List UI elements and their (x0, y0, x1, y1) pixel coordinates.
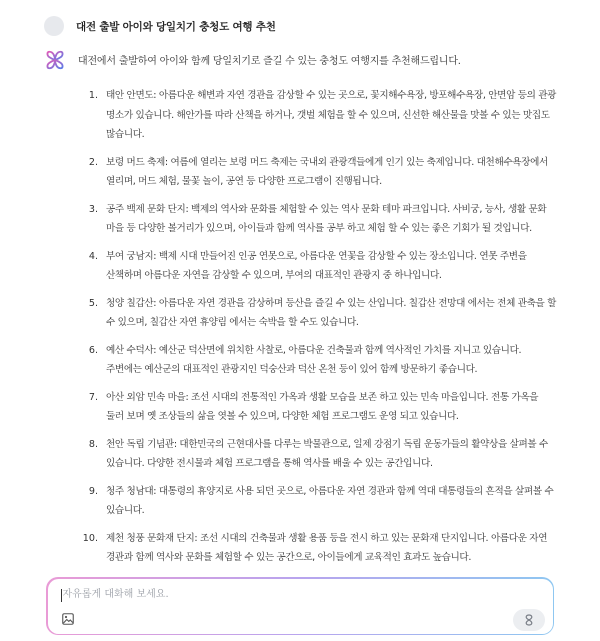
user-message: 대전 출발 아이와 당일치기 충청도 여행 추천 (76, 20, 276, 33)
list-item-number: 3. (88, 203, 98, 215)
list-item-number: 5. (88, 297, 98, 309)
list-item (80, 388, 558, 427)
chat-input[interactable] (63, 586, 483, 604)
list-item-text: 제천 청풍 문화재 단지: 조선 시대의 건축물과 생활 용품 등을 전시 하고 있는 문화재 단지입니다. 아름다운 자연 경관과 함께 역사와 문화를 체험할 수 있는 공간으로, 아이들에게 교육적인 효과도 높습니다. (106, 532, 548, 563)
recommendation-list (80, 86, 558, 568)
send-button[interactable] (513, 609, 545, 631)
list-item (80, 200, 558, 239)
chat-composer (46, 577, 554, 635)
list-item (80, 435, 558, 474)
list-item-number: 4. (88, 250, 98, 262)
assistant-intro: 대전에서 출발하여 아이와 함께 당일치기로 즐길 수 있는 충청도 여행지를 추천해드립니다. (78, 56, 461, 67)
list-item-number: 1. (88, 90, 98, 101)
chat-composer-body (48, 579, 553, 634)
list-item-number: 8. (88, 438, 98, 450)
image-icon[interactable] (62, 613, 74, 625)
list-item-text: 천안 독립 기념관: 대한민국의 근현대사를 다루는 박물관으로, 일제 강점기 독립 운동가들의 활약상을 살펴볼 수 있습니다. 다양한 전시물과 체험 프로그램을 통해 역사를 배울 수 있는 공간입니다. (106, 438, 548, 469)
list-item-number: 9. (88, 485, 98, 497)
list-item-text: 청양 칠갑산: 아름다운 자연 경관을 감상하며 등산을 즐길 수 있는 산입니다. 칠갑산 전망대 에서는 전체 관축을 할 수 있으며, 칠갑산 자연 휴양림 에서는 숙박을 할 수도 있습니다. (106, 297, 557, 328)
assistant-answer (80, 86, 558, 580)
list-item (80, 482, 558, 521)
list-item-text: 보령 머드 축제: 여름에 열리는 보령 머드 축제는 국내외 관광객들에게 인기 있는 축제입니다. 대천해수욕장에서 열리며, 머드 체험, 물꽃 놀이, 공연 등 다양한 프로그램이 진행됩니다. (106, 156, 548, 187)
list-item-text: 부여 궁남지: 백제 시대 만들어진 인공 연못으로, 아름다운 연꽃을 감상할 수 있는 장소입니다. 연못 주변을 산책하며 아름다운 자연을 감상할 수 있으며, 부여의 대표적인 관광지 중 하나입니다. (106, 250, 527, 281)
list-item (80, 153, 558, 192)
send-icon (523, 614, 535, 626)
list-item (80, 529, 558, 568)
list-item-number: 6. (88, 344, 98, 356)
list-item-text: 공주 백제 문화 단지: 백제의 역사와 문화를 체험할 수 있는 역사 문화 테마 파크입니다. 사비궁, 능사, 생활 문화 마을 등 다양한 볼거리가 있으며, 아이들과 함께 역사를 공부 하고 체험 할 수 있는 좋은 기회가 될 것입니다. (106, 203, 547, 234)
assistant-logo-icon (44, 49, 66, 71)
list-item-text: 태안 안면도: 아름다운 해변과 자연 경관을 감상할 수 있는 곳으로, 꽃지해수욕장, 방포해수욕장, 안면암 등의 관광 명소가 있습니다. 해안가를 따라 산책을 하거나, 갯벌 체험을 할 수 있으며, 신선한 해산물을 맛볼 수 있는 맛집도 많습니다. (106, 90, 557, 140)
list-item-text: 청주 청남대: 대통령의 휴양지로 사용 되던 곳으로, 아름다운 자연 경관과 함께 역대 대통령들의 흔적을 살펴볼 수 있습니다. (106, 485, 554, 516)
list-item-text: 예산 수덕사: 예산군 덕산면에 위치한 사찰로, 아름다운 건축물과 함께 역사적인 가치를 지니고 있습니다. 주변에는 예산군의 대표적인 관광지인 덕숭산과 덕산 온천 등이 있어 함께 방문하기 좋습니다. (106, 344, 522, 375)
assistant-message-header (44, 52, 461, 71)
user-avatar (44, 16, 64, 36)
user-message-row (44, 14, 276, 38)
list-item-text: 아산 외암 민속 마을: 조선 시대의 전통적인 가옥과 생활 모습을 보존 하고 있는 민속 마을입니다. 전통 가옥을 둘러 보며 옛 조상들의 삶을 엿볼 수 있으며, 다양한 체험 프로그램도 운영 되고 있습니다. (106, 391, 539, 422)
list-item-number: 7. (88, 391, 98, 403)
list-item-number: 10. (82, 532, 98, 544)
list-item (80, 86, 558, 145)
list-item-number: 2. (88, 156, 98, 168)
list-item (80, 294, 558, 333)
list-item (80, 341, 558, 380)
list-item (80, 247, 558, 286)
